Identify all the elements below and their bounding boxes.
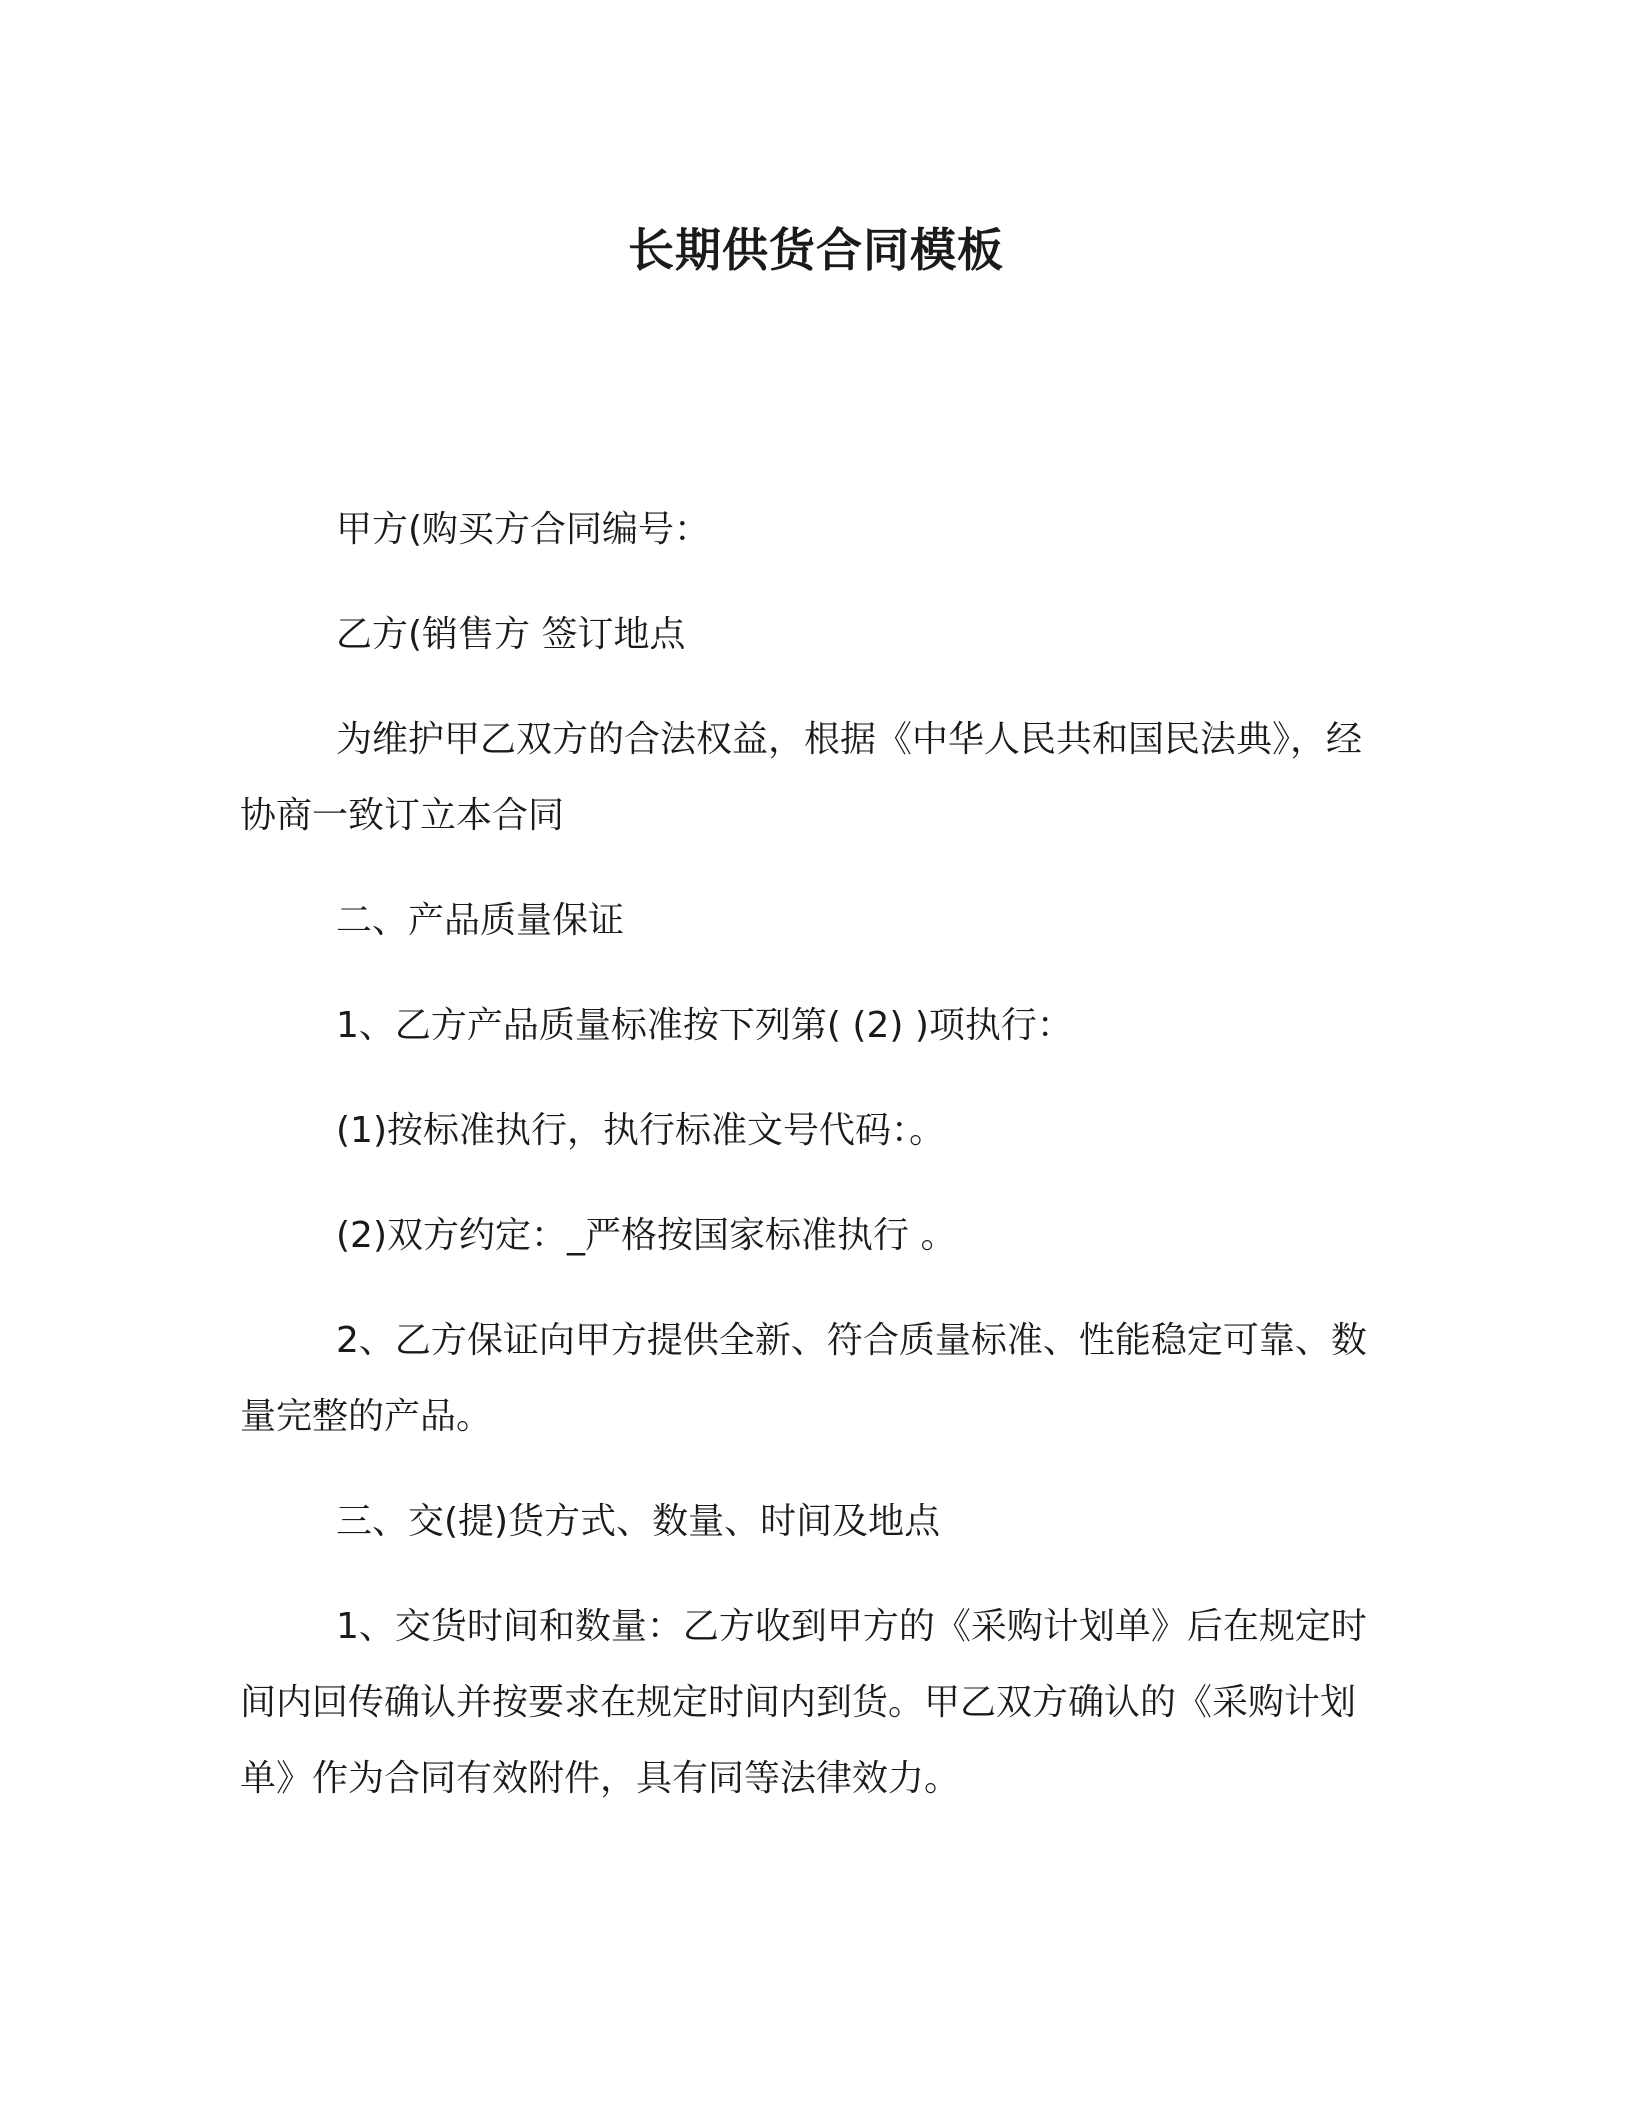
clause-delivery-time: 1、交货时间和数量：乙方收到甲方的《采购计划单》后在规定时间内回传确认并按要求在规定时间内到货。甲乙双方确认的《采购计划单》作为合同有效附件，具有同等法律效力。 [240, 1606, 1367, 1799]
section-heading-quality: 二、产品质量保证 [336, 900, 625, 941]
document-body [240, 492, 1380, 1846]
clause-option-1: (1)按标准执行，执行标准文号代码：。 [336, 1110, 945, 1151]
document-title: 长期供货合同模板 [628, 223, 1004, 277]
clause-quality-guarantee: 2、乙方保证向甲方提供全新、符合质量标准、性能稳定可靠、数量完整的产品。 [240, 1320, 1367, 1437]
clause-option-2: (2)双方约定：_严格按国家标准执行 。 [336, 1215, 957, 1256]
preamble-paragraph: 为维护甲乙双方的合法权益，根据《中华人民共和国民法典》，经协商一致订立本合同 [240, 719, 1363, 836]
party-a-line: 甲方(购买方合同编号： [336, 509, 711, 550]
party-b-line: 乙方(销售方 签订地点 [336, 614, 686, 655]
clause-quality-standard: 1、乙方产品质量标准按下列第( (2) )项执行： [336, 1005, 1073, 1046]
section-heading-delivery: 三、交(提)货方式、数量、时间及地点 [336, 1501, 941, 1542]
